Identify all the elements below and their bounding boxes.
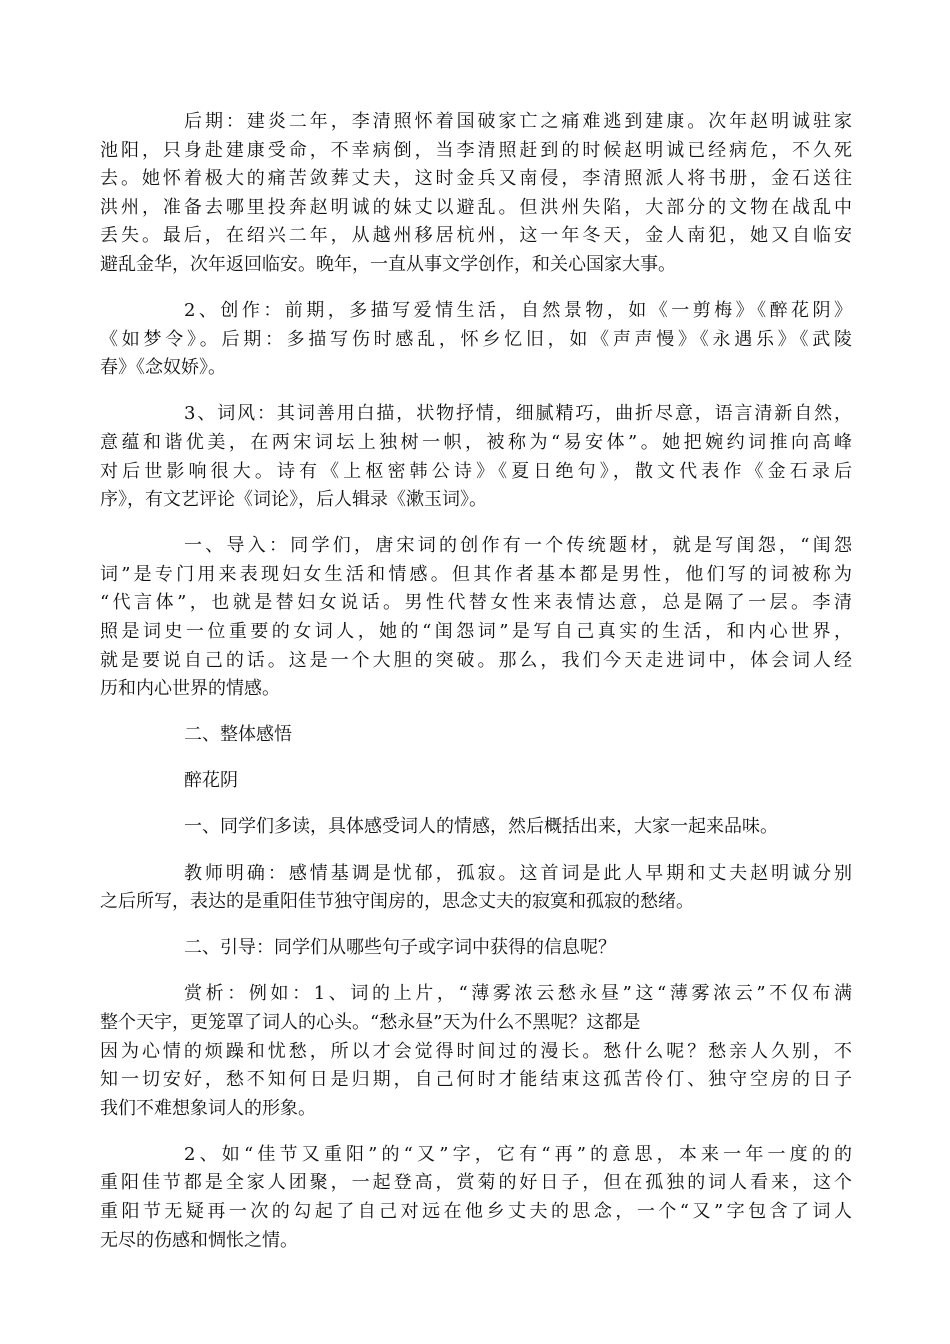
- text-line: 照是词史一位重要的女词人，她的“闺怨词”是写自己真实的生活，和内心世界，: [100, 621, 852, 642]
- text-line: 丢失。最后，在绍兴二年，从越州移居杭州，这一年冬天，金人南犯，她又自临安: [100, 225, 852, 247]
- text-line: 后期：建炎二年，李清照怀着国破家亡之痛难逃到建康。次年赵明诚驻家: [184, 111, 852, 132]
- text-line: 知一切安好，愁不知何日是归期，自己何时才能结束这孤苦伶仃、独守空房的日子: [100, 1069, 852, 1091]
- text-line: 序》，有文艺评论《词论》，后人辑录《漱玉词》。: [100, 489, 487, 511]
- paragraph-appreciation: [100, 980, 852, 1123]
- text-line: 重阳佳节都是全家人团聚，一起登高，赏菊的好日子，但在孤独的词人看来，这个: [100, 1172, 852, 1194]
- text-line: 一、同学们多读，具体感受词人的情感，然后概括出来，大家一起来品味。: [184, 816, 778, 838]
- section-heading-overall: [100, 721, 852, 750]
- paragraph-guidance: [100, 934, 852, 963]
- text-line: 春》《念奴娇》。: [100, 357, 226, 379]
- text-line: “代言体”，也就是替妇女说话。男性代替女性来表情达意，总是隔了一层。李清: [100, 592, 852, 614]
- text-line: 避乱金华，次年返回临安。晚年，一直从事文学创作，和关心国家大事。: [100, 253, 676, 275]
- text-line: 一、导入：同学们，唐宋词的创作有一个传统题材，就是写闺怨，“闺怨: [184, 535, 852, 557]
- text-line: 2、创作：前期，多描写爱情生活，自然景物，如《一剪梅》《醉花阴》: [184, 300, 852, 322]
- text-line: 无尽的伤感和惆怅之情。: [100, 1229, 298, 1251]
- paragraph-read-aloud: [100, 813, 852, 842]
- paragraph-teacher-clarification: [100, 860, 852, 917]
- text-line: 词”是专门用来表现妇女生活和情感。但其作者基本都是男性，他们写的词被称为: [100, 563, 852, 585]
- poem-title: [100, 767, 852, 796]
- text-line: 二、引导：同学们从哪些句子或字词中获得的信息呢？: [184, 937, 616, 959]
- text-line: 醉花阴: [184, 770, 238, 792]
- paragraph-style: [100, 400, 852, 514]
- text-line: 赏析：例如：1、词的上片，“薄雾浓云愁永昼”这“薄雾浓云”不仅布满: [184, 983, 852, 1005]
- text-line: 整个天宇，更笼罩了词人的心头。“愁永昼”天为什么不黑呢？这都是: [100, 1011, 641, 1033]
- document-body: [100, 108, 852, 1273]
- text-line: 意蕴和谐优美，在两宋词坛上独树一帜，被称为“易安体”。她把婉约词推向高峰: [100, 431, 852, 453]
- paragraph-creation: [100, 297, 852, 383]
- text-line: 就是要说自己的话。这是一个大胆的突破。那么，我们今天走进词中，体会词人经: [100, 649, 852, 671]
- text-line: 2、如“佳节又重阳”的“又”字，它有“再”的意思，本来一年一度的的: [184, 1143, 852, 1165]
- text-line: 去。她怀着极大的痛苦敛葬丈夫，这时金兵又南侵，李清照派人将书册，金石送往: [100, 168, 852, 190]
- paragraph-double-ninth: [100, 1141, 852, 1255]
- text-line: 历和内心世界的情感。: [100, 678, 280, 700]
- paragraph-later-period: [100, 108, 852, 280]
- text-line: 对后世影响很大。诗有《上枢密韩公诗》《夏日绝句》，散文代表作《金石录后: [100, 460, 852, 482]
- text-line: 洪州，准备去哪里投奔赵明诚的妹丈以避乱。但洪州失陷，大部分的文物在战乱中: [100, 196, 852, 218]
- text-line: 之后所写，表达的是重阳佳节独守闺房的，思念丈夫的寂寞和孤寂的愁绪。: [100, 891, 694, 913]
- text-line: 我们不难想象词人的形象。: [100, 1097, 316, 1119]
- paragraph-introduction: [100, 532, 852, 704]
- text-line: 3、词风：其词善用白描，状物抒情，细腻精巧，曲折尽意，语言清新自然，: [184, 403, 852, 425]
- text-line: 二、整体感悟: [184, 724, 292, 746]
- text-line: 《如梦令》。后期：多描写伤时感乱，怀乡忆旧，如《声声慢》《永遇乐》《武陵: [100, 328, 852, 350]
- text-line: 池阳，只身赴建康受命，不幸病倒，当李清照赶到的时候赵明诚已经病危，不久死: [100, 139, 852, 161]
- text-line: 重阳节无疑再一次的勾起了自己对远在他乡丈夫的思念，一个“又”字包含了词人: [100, 1201, 852, 1222]
- text-line: 因为心情的烦躁和忧愁，所以才会觉得时间过的漫长。愁什么呢？愁亲人久别，不: [100, 1040, 852, 1062]
- text-line: 教师明确：感情基调是忧郁，孤寂。这首词是此人早期和丈夫赵明诚分别: [184, 862, 852, 884]
